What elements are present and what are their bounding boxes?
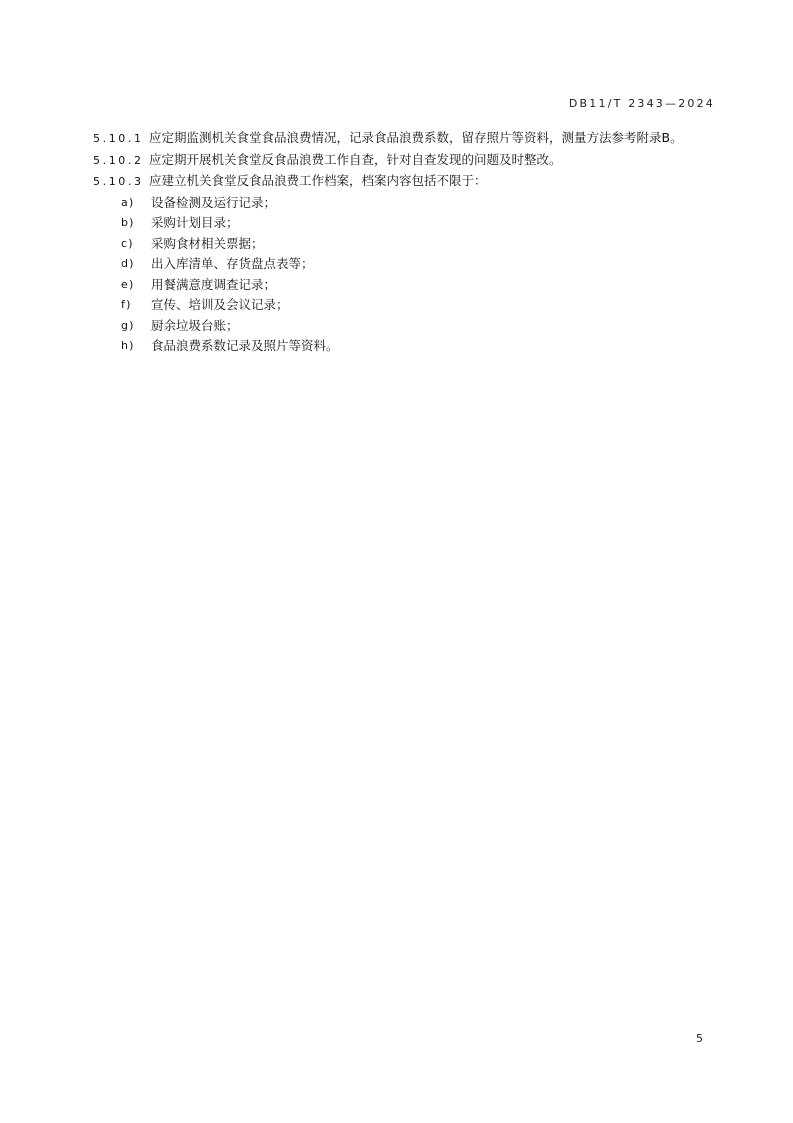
clause-text: 应定期开展机关食堂反食品浪费工作自查，针对自查发现的问题及时整改。 bbox=[149, 151, 562, 167]
list-item-mark: f) bbox=[121, 298, 132, 311]
list-item-text: 用餐满意度调查记录； bbox=[151, 276, 277, 292]
clause-5-10-3 bbox=[93, 171, 715, 193]
clause-number: 5.10.1 bbox=[93, 132, 144, 145]
list-item-mark: b) bbox=[121, 216, 135, 229]
list-item-mark: g) bbox=[121, 318, 135, 332]
clause-5-10-1 bbox=[93, 128, 715, 150]
list-item bbox=[93, 254, 715, 275]
list-item bbox=[93, 295, 715, 316]
list-item-mark: a) bbox=[121, 195, 135, 209]
list-item-mark: e) bbox=[121, 277, 135, 291]
clause-number: 5.10.3 bbox=[93, 175, 144, 188]
list-item-text: 采购计划目录； bbox=[151, 215, 239, 230]
clause-text: 应建立机关食堂反食品浪费工作档案，档案内容包括不限于： bbox=[149, 173, 487, 188]
standard-code-header: DB11/T 2343—2024 bbox=[568, 97, 715, 110]
list-item-text: 采购食材相关票据； bbox=[151, 235, 264, 251]
list-item bbox=[93, 275, 715, 296]
list-item bbox=[93, 193, 715, 214]
list-item-text: 设备检测及运行记录； bbox=[151, 194, 277, 210]
clause-text: 应定期监测机关食堂食品浪费情况，记录食品浪费系数，留存照片等资料，测量方法参考附录B。 bbox=[149, 130, 683, 145]
list-item bbox=[93, 336, 715, 357]
clause-5-10-2 bbox=[93, 150, 715, 172]
list-item bbox=[93, 234, 715, 255]
list-item-text: 厨余垃圾台账； bbox=[151, 317, 239, 333]
archive-contents-list bbox=[93, 193, 715, 357]
document-body bbox=[93, 128, 715, 357]
list-item-mark: d) bbox=[121, 257, 135, 270]
clause-number: 5.10.2 bbox=[93, 153, 144, 167]
list-item bbox=[93, 213, 715, 234]
list-item-text: 出入库清单、存货盘点表等； bbox=[151, 256, 314, 271]
list-item-mark: c) bbox=[121, 236, 134, 250]
list-item-text: 宣传、培训及会议记录； bbox=[151, 297, 289, 312]
list-item-mark: h) bbox=[121, 339, 135, 352]
list-item bbox=[93, 316, 715, 337]
page-number: 5 bbox=[696, 1032, 703, 1045]
list-item-text: 食品浪费系数记录及照片等资料。 bbox=[151, 338, 339, 353]
